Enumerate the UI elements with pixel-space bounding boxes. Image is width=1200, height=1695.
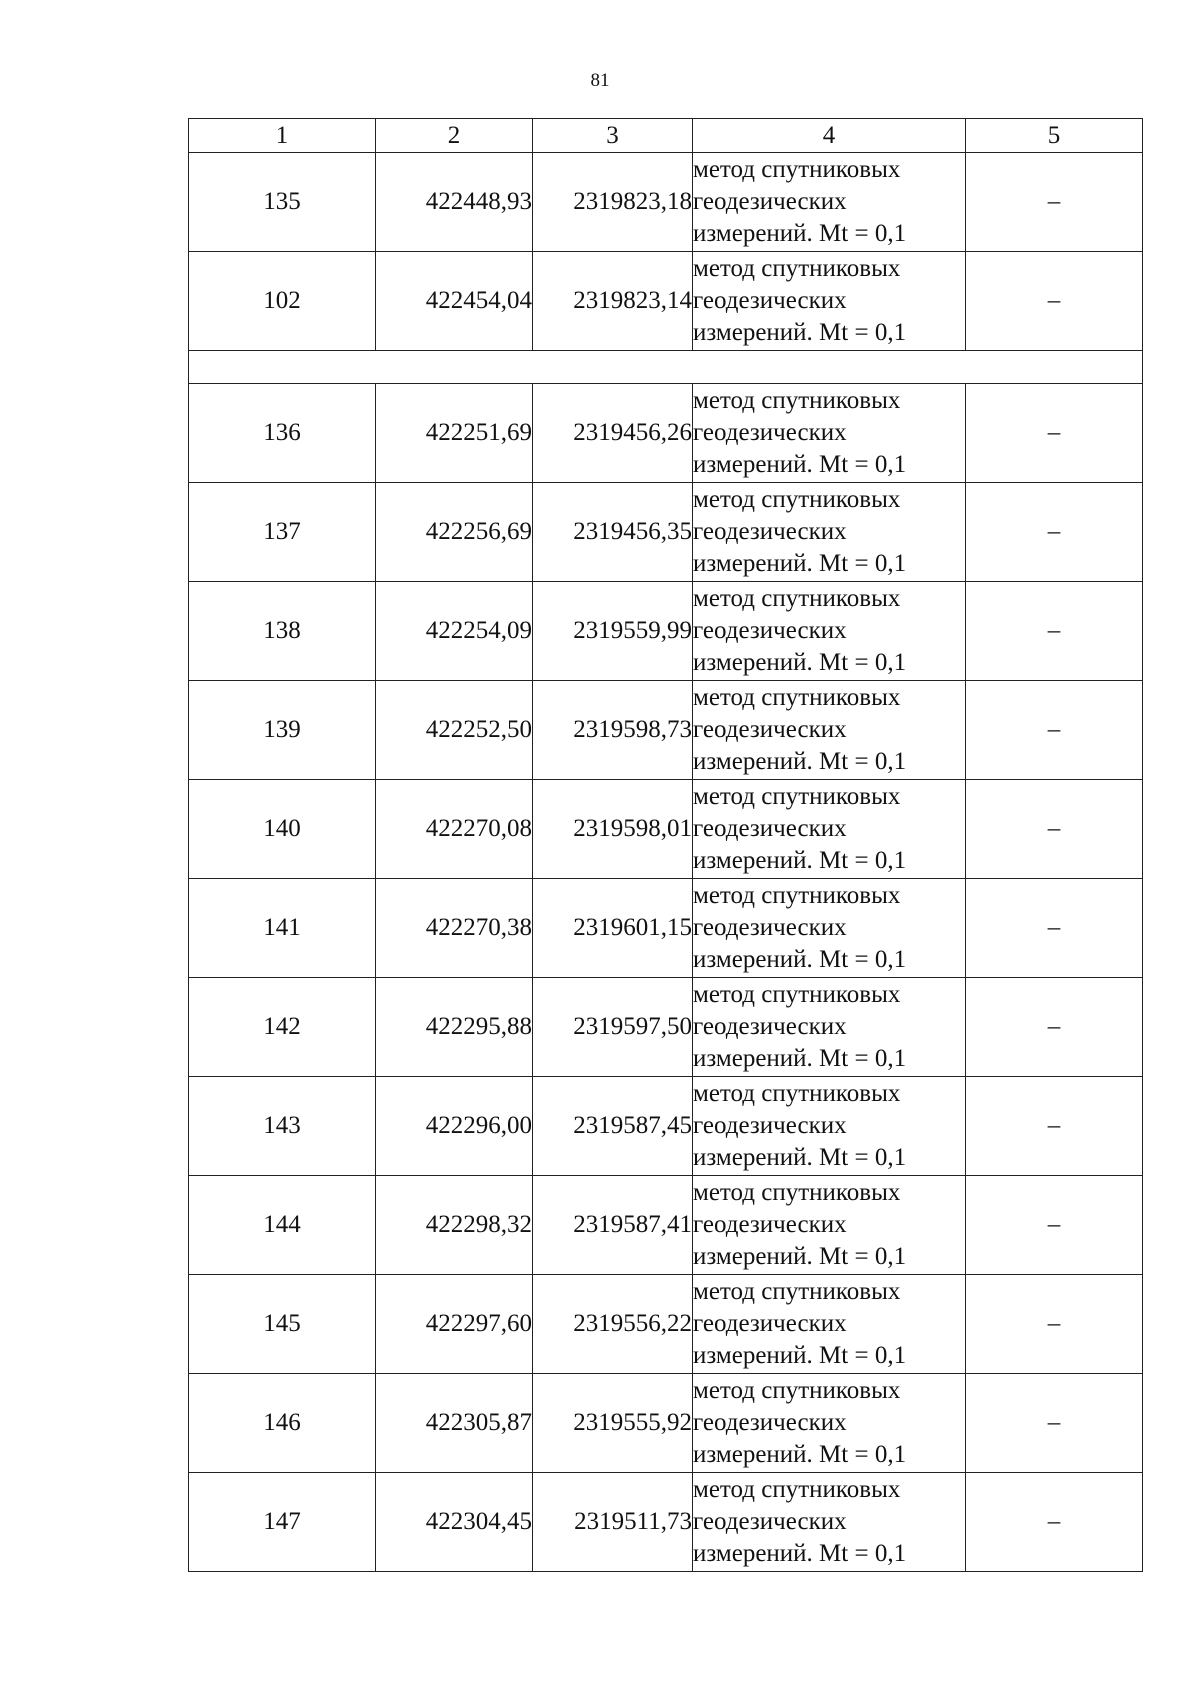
method-line: геодезических bbox=[693, 1211, 847, 1238]
method-cell bbox=[693, 681, 966, 780]
note-cell: – bbox=[966, 978, 1143, 1077]
table-row bbox=[189, 681, 1143, 780]
y-coordinate-cell: 2319823,18 bbox=[533, 153, 693, 252]
note-cell: – bbox=[966, 582, 1143, 681]
note-cell: – bbox=[966, 1473, 1143, 1572]
x-coordinate-cell: 422252,50 bbox=[376, 681, 533, 780]
table-row bbox=[189, 879, 1143, 978]
method-cell bbox=[693, 1275, 966, 1374]
y-coordinate-cell: 2319456,26 bbox=[533, 384, 693, 483]
y-coordinate-cell: 2319597,50 bbox=[533, 978, 693, 1077]
header-cell-3: 3 bbox=[533, 119, 693, 153]
note-cell: – bbox=[966, 1077, 1143, 1176]
method-line: измерений. Mt = 0,1 bbox=[693, 649, 907, 676]
method-line: геодезических bbox=[693, 188, 847, 215]
method-line: геодезических bbox=[693, 1013, 847, 1040]
point-number-cell: 142 bbox=[189, 978, 376, 1077]
method-line: измерений. Mt = 0,1 bbox=[693, 451, 907, 478]
header-cell-1: 1 bbox=[189, 119, 376, 153]
method-line: измерений. Mt = 0,1 bbox=[693, 1540, 907, 1567]
x-coordinate-cell: 422295,88 bbox=[376, 978, 533, 1077]
note-cell: – bbox=[966, 1176, 1143, 1275]
table-row bbox=[189, 384, 1143, 483]
method-line: метод спутниковых bbox=[693, 684, 901, 711]
method-line: метод спутниковых bbox=[693, 1080, 901, 1107]
method-cell bbox=[693, 384, 966, 483]
table-row bbox=[189, 978, 1143, 1077]
method-line: геодезических bbox=[693, 1508, 847, 1535]
table-row bbox=[189, 1077, 1143, 1176]
method-line: измерений. Mt = 0,1 bbox=[693, 1144, 907, 1171]
method-line: геодезических bbox=[693, 1112, 847, 1139]
method-line: измерений. Mt = 0,1 bbox=[693, 748, 907, 775]
separator-row bbox=[189, 351, 1143, 384]
x-coordinate-cell: 422256,69 bbox=[376, 483, 533, 582]
y-coordinate-cell: 2319511,73 bbox=[533, 1473, 693, 1572]
method-cell bbox=[693, 1374, 966, 1473]
table-row bbox=[189, 582, 1143, 681]
point-number-cell: 145 bbox=[189, 1275, 376, 1374]
method-line: метод спутниковых bbox=[693, 981, 901, 1008]
method-line: геодезических bbox=[693, 1310, 847, 1337]
table-row bbox=[189, 252, 1143, 351]
method-line: метод спутниковых bbox=[693, 255, 901, 282]
note-cell: – bbox=[966, 1275, 1143, 1374]
method-cell bbox=[693, 879, 966, 978]
x-coordinate-cell: 422298,32 bbox=[376, 1176, 533, 1275]
header-row bbox=[189, 119, 1143, 153]
note-cell: – bbox=[966, 879, 1143, 978]
method-cell bbox=[693, 582, 966, 681]
point-number-cell: 143 bbox=[189, 1077, 376, 1176]
y-coordinate-cell: 2319555,92 bbox=[533, 1374, 693, 1473]
x-coordinate-cell: 422448,93 bbox=[376, 153, 533, 252]
method-line: метод спутниковых bbox=[693, 387, 901, 414]
method-line: геодезических bbox=[693, 716, 847, 743]
method-line: метод спутниковых bbox=[693, 783, 901, 810]
method-line: геодезических bbox=[693, 815, 847, 842]
point-number-cell: 136 bbox=[189, 384, 376, 483]
y-coordinate-cell: 2319601,15 bbox=[533, 879, 693, 978]
note-cell: – bbox=[966, 780, 1143, 879]
y-coordinate-cell: 2319598,73 bbox=[533, 681, 693, 780]
method-cell bbox=[693, 153, 966, 252]
method-line: метод спутниковых bbox=[693, 1476, 901, 1503]
x-coordinate-cell: 422270,08 bbox=[376, 780, 533, 879]
x-coordinate-cell: 422296,00 bbox=[376, 1077, 533, 1176]
y-coordinate-cell: 2319456,35 bbox=[533, 483, 693, 582]
method-line: измерений. Mt = 0,1 bbox=[693, 847, 907, 874]
x-coordinate-cell: 422254,09 bbox=[376, 582, 533, 681]
x-coordinate-cell: 422304,45 bbox=[376, 1473, 533, 1572]
header-cell-5: 5 bbox=[966, 119, 1143, 153]
x-coordinate-cell: 422305,87 bbox=[376, 1374, 533, 1473]
method-line: метод спутниковых bbox=[693, 156, 901, 183]
method-line: метод спутниковых bbox=[693, 1377, 901, 1404]
point-number-cell: 141 bbox=[189, 879, 376, 978]
method-line: измерений. Mt = 0,1 bbox=[693, 946, 907, 973]
method-line: метод спутниковых bbox=[693, 1179, 901, 1206]
method-line: измерений. Mt = 0,1 bbox=[693, 1243, 907, 1270]
note-cell: – bbox=[966, 681, 1143, 780]
method-line: метод спутниковых bbox=[693, 585, 901, 612]
note-cell: – bbox=[966, 1374, 1143, 1473]
x-coordinate-cell: 422251,69 bbox=[376, 384, 533, 483]
method-line: метод спутниковых bbox=[693, 882, 901, 909]
table-body bbox=[189, 119, 1143, 1572]
x-coordinate-cell: 422297,60 bbox=[376, 1275, 533, 1374]
y-coordinate-cell: 2319587,45 bbox=[533, 1077, 693, 1176]
method-line: измерений. Mt = 0,1 bbox=[693, 1441, 907, 1468]
method-line: измерений. Mt = 0,1 bbox=[693, 1342, 907, 1369]
method-line: геодезических bbox=[693, 419, 847, 446]
table-row bbox=[189, 1275, 1143, 1374]
method-cell bbox=[693, 978, 966, 1077]
point-number-cell: 147 bbox=[189, 1473, 376, 1572]
coordinates-table bbox=[188, 118, 1143, 1572]
point-number-cell: 138 bbox=[189, 582, 376, 681]
y-coordinate-cell: 2319823,14 bbox=[533, 252, 693, 351]
method-cell bbox=[693, 252, 966, 351]
method-line: геодезических bbox=[693, 287, 847, 314]
method-cell bbox=[693, 1473, 966, 1572]
point-number-cell: 102 bbox=[189, 252, 376, 351]
method-line: геодезических bbox=[693, 518, 847, 545]
point-number-cell: 144 bbox=[189, 1176, 376, 1275]
table-row bbox=[189, 1374, 1143, 1473]
point-number-cell: 146 bbox=[189, 1374, 376, 1473]
note-cell: – bbox=[966, 483, 1143, 582]
point-number-cell: 135 bbox=[189, 153, 376, 252]
table-row bbox=[189, 153, 1143, 252]
y-coordinate-cell: 2319598,01 bbox=[533, 780, 693, 879]
note-cell: – bbox=[966, 252, 1143, 351]
method-line: измерений. Mt = 0,1 bbox=[693, 550, 907, 577]
method-cell bbox=[693, 483, 966, 582]
table-row bbox=[189, 1473, 1143, 1572]
method-line: измерений. Mt = 0,1 bbox=[693, 319, 907, 346]
method-line: метод спутниковых bbox=[693, 1278, 901, 1305]
method-line: измерений. Mt = 0,1 bbox=[693, 1045, 907, 1072]
point-number-cell: 137 bbox=[189, 483, 376, 582]
method-line: геодезических bbox=[693, 1409, 847, 1436]
method-line: геодезических bbox=[693, 914, 847, 941]
page-number: 81 bbox=[590, 70, 610, 91]
x-coordinate-cell: 422270,38 bbox=[376, 879, 533, 978]
header-cell-4: 4 bbox=[693, 119, 966, 153]
method-cell bbox=[693, 1077, 966, 1176]
method-line: геодезических bbox=[693, 617, 847, 644]
table-row bbox=[189, 483, 1143, 582]
method-cell bbox=[693, 780, 966, 879]
method-line: метод спутниковых bbox=[693, 486, 901, 513]
header-cell-2: 2 bbox=[376, 119, 533, 153]
method-line: измерений. Mt = 0,1 bbox=[693, 220, 907, 247]
point-number-cell: 139 bbox=[189, 681, 376, 780]
note-cell: – bbox=[966, 384, 1143, 483]
note-cell: – bbox=[966, 153, 1143, 252]
y-coordinate-cell: 2319587,41 bbox=[533, 1176, 693, 1275]
point-number-cell: 140 bbox=[189, 780, 376, 879]
separator-cell bbox=[189, 351, 1143, 384]
x-coordinate-cell: 422454,04 bbox=[376, 252, 533, 351]
table-row bbox=[189, 780, 1143, 879]
y-coordinate-cell: 2319556,22 bbox=[533, 1275, 693, 1374]
method-cell bbox=[693, 1176, 966, 1275]
y-coordinate-cell: 2319559,99 bbox=[533, 582, 693, 681]
table-row bbox=[189, 1176, 1143, 1275]
